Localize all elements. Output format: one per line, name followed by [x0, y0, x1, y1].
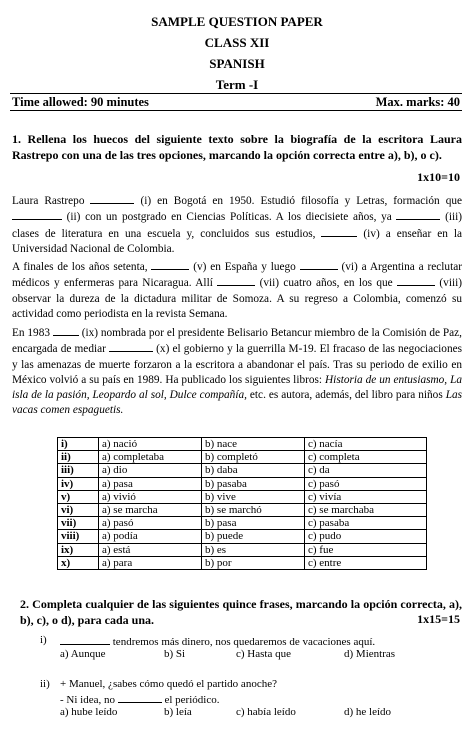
row-1-option-b[interactable]: b) nace	[202, 438, 305, 451]
subject-label: SPANISH	[209, 56, 265, 71]
row-1-option-a[interactable]: a) nació	[99, 438, 202, 451]
p3-books: Historia de un entusiasmo, La isla de la pasión, Leopardo al sol, Dulce compañía,	[12, 373, 463, 402]
max-marks: Max. marks: 40	[375, 95, 460, 109]
row-4-option-a[interactable]: a) pasa	[99, 477, 202, 490]
p3-text-a: En 1983	[12, 327, 50, 339]
q2-item-2-option-b[interactable]: b) leía	[164, 706, 192, 718]
row-7-option-c[interactable]: c) pasaba	[305, 517, 427, 530]
q2-item-2-number: ii)	[40, 678, 50, 690]
options-table-row	[58, 477, 427, 490]
options-table-body	[58, 438, 427, 570]
row-2-option-c[interactable]: c) completa	[305, 451, 427, 464]
p2-text-b: (v) en España y luego	[193, 261, 296, 273]
p3-text-c: (x) el gobierno y la guerrilla M-19. El fracaso de las negociaciones y las amenazas de muerte forzaron a la escritora a abandonar el país. Tras su periodo de exilio en México volvió a su país en 1989. Ha publicado los siguientes libros:	[12, 343, 463, 386]
row-10-option-a[interactable]: a) para	[99, 556, 202, 569]
options-table-row	[58, 451, 427, 464]
options-table-row	[58, 438, 427, 451]
row-10-roman-numeral: x)	[58, 556, 99, 569]
row-9-option-b[interactable]: b) es	[202, 543, 305, 556]
row-1-option-c[interactable]: c) nacía	[305, 438, 427, 451]
q2-item-1-blank	[60, 634, 110, 645]
blank-v	[151, 259, 189, 270]
row-2-option-a[interactable]: a) completaba	[99, 451, 202, 464]
p3-text-b: (ix) nombrada por el presidente Belisario Betancur miembro de la Comisión de Paz, encargada de mediar	[12, 327, 462, 356]
row-3-option-c[interactable]: c) da	[305, 464, 427, 477]
row-3-roman-numeral: iii)	[58, 464, 99, 477]
row-4-option-c[interactable]: c) pasó	[305, 477, 427, 490]
q2-item-1-number: i)	[40, 634, 47, 646]
q2-instruction: 2. Completa cualquier de las siguientes quince frases, marcando la opción correcta, a), b), c), o d), para cada una.	[20, 597, 462, 627]
q2-item-2-option-c[interactable]: c) había leído	[236, 706, 296, 718]
options-table-row	[58, 464, 427, 477]
row-6-roman-numeral: vi)	[58, 504, 99, 517]
q2-item-1-sentence	[60, 634, 375, 648]
row-3-option-a[interactable]: a) dio	[99, 464, 202, 477]
row-8-roman-numeral: viii)	[58, 530, 99, 543]
row-10-option-c[interactable]: c) entre	[305, 556, 427, 569]
q2-item-1-option-b[interactable]: b) Si	[164, 648, 186, 660]
row-4-option-b[interactable]: b) pasaba	[202, 477, 305, 490]
row-4-roman-numeral: iv)	[58, 477, 99, 490]
q1-options-table	[57, 437, 427, 570]
row-9-option-c[interactable]: c) fue	[305, 543, 427, 556]
row-5-option-b[interactable]: b) vive	[202, 490, 305, 503]
q2-item-2-blank	[118, 692, 162, 703]
q2-item-1-option-d[interactable]: d) Mientras	[344, 648, 396, 660]
blank-iii	[396, 209, 440, 220]
row-8-option-c[interactable]: c) pudo	[305, 530, 427, 543]
row-9-option-a[interactable]: a) está	[99, 543, 202, 556]
p1-text-a: Laura Rastrepo	[12, 195, 85, 207]
p2-text-a: A finales de los años setenta,	[12, 261, 148, 273]
blank-i	[90, 193, 134, 204]
p2-text-c: (vi) a Argentina a reclutar médicos y enfermeras para Nicaragua. Allí	[12, 261, 462, 290]
row-5-option-a[interactable]: a) vivió	[99, 490, 202, 503]
blank-iv	[321, 226, 357, 237]
q1-paragraph-2	[12, 259, 462, 322]
q2-item-1-option-a[interactable]: a) Aunque	[60, 648, 106, 660]
p1-text-b: (i) en Bogotá en 1950. Estudió filosofía y Letras, formación que	[140, 195, 462, 207]
blank-x	[109, 341, 153, 352]
row-6-option-c[interactable]: c) se marchaba	[305, 504, 427, 517]
blank-viii	[397, 275, 435, 286]
row-8-option-b[interactable]: b) puede	[202, 530, 305, 543]
time-allowed: Time allowed: 90 minutes	[12, 95, 149, 109]
p1-text-d: (iii) clases de literatura en una escuela y, concluidos sus estudios,	[12, 211, 463, 240]
q2-score: 1x15=15	[417, 612, 460, 626]
q2-item-2-question: + Manuel, ¿sabes cómo quedó el partido anoche?	[60, 678, 277, 690]
row-2-option-b[interactable]: b) completó	[202, 451, 305, 464]
options-table-row	[58, 517, 427, 530]
q1-paragraph-3	[12, 325, 462, 419]
p2-text-e: (viii) observar la dureza de la dictadura militar de Somoza. A su regreso a Colombia, comenzó su actividad como periodista en la revista Semana.	[12, 277, 463, 320]
blank-ii	[12, 209, 62, 220]
q2-item-1-text: tendremos más dinero, nos quedaremos de vacaciones aquí.	[112, 636, 376, 648]
row-7-roman-numeral: vii)	[58, 517, 99, 530]
q2-item-1-option-c[interactable]: c) Hasta que	[236, 648, 291, 660]
options-table-row	[58, 490, 427, 503]
row-2-roman-numeral: ii)	[58, 451, 99, 464]
header-rule-bottom	[10, 110, 462, 111]
class-label: CLASS XII	[204, 35, 270, 50]
p3-text-d: etc. es autora, además, del libro para niños	[249, 389, 443, 402]
q1-instruction: 1. Rellena los huecos del siguiente texto sobre la biografía de la escritora Laura Rastrepo con una de las tres opciones, marcando la opción correcta entre a), b), o c).	[12, 132, 462, 162]
q2-item-2-option-d[interactable]: d) he leído	[344, 706, 392, 718]
row-3-option-b[interactable]: b) daba	[202, 464, 305, 477]
row-9-roman-numeral: ix)	[58, 543, 99, 556]
options-table-row	[58, 543, 427, 556]
blank-vi	[300, 259, 338, 270]
header-rule-top	[10, 93, 462, 94]
row-7-option-b[interactable]: b) pasa	[202, 517, 305, 530]
options-table-row	[58, 530, 427, 543]
p1-text-c: (ii) con un postgrado en Ciencias Políticas. A los diecisiete años, ya	[66, 211, 392, 224]
row-5-roman-numeral: v)	[58, 490, 99, 503]
options-table-row	[58, 504, 427, 517]
row-7-option-a[interactable]: a) pasó	[99, 517, 202, 530]
row-10-option-b[interactable]: b) por	[202, 556, 305, 569]
blank-ix	[53, 325, 79, 336]
row-1-roman-numeral: i)	[58, 438, 99, 451]
q2-item-2-answer-start: - Ni idea, no	[60, 694, 115, 706]
options-table-row	[58, 556, 427, 569]
blank-vii	[217, 275, 255, 286]
p2-text-d: (vii) cuatro años, en los que	[259, 277, 393, 290]
paper-title: SAMPLE QUESTION PAPER	[151, 14, 323, 29]
row-8-option-a[interactable]: a) podía	[99, 530, 202, 543]
q2-item-2-answer	[60, 692, 219, 706]
row-6-option-a[interactable]: a) se marcha	[99, 504, 202, 517]
q2-item-2-option-a[interactable]: a) hube leído	[60, 706, 118, 718]
row-6-option-b[interactable]: b) se marchó	[202, 504, 305, 517]
row-5-option-c[interactable]: c) vivía	[305, 490, 427, 503]
q2-item-2-answer-end: el periódico.	[164, 694, 220, 706]
p1-text-e: (iv) a enseñar en la Universidad Nacional de Colombia.	[12, 227, 462, 255]
q1-paragraph-1	[12, 193, 462, 257]
p3-kids-book: Las vacas comen espaguetis.	[12, 389, 463, 417]
term-label: Term -I	[215, 77, 259, 92]
q1-score: 1x10=10	[417, 170, 460, 184]
